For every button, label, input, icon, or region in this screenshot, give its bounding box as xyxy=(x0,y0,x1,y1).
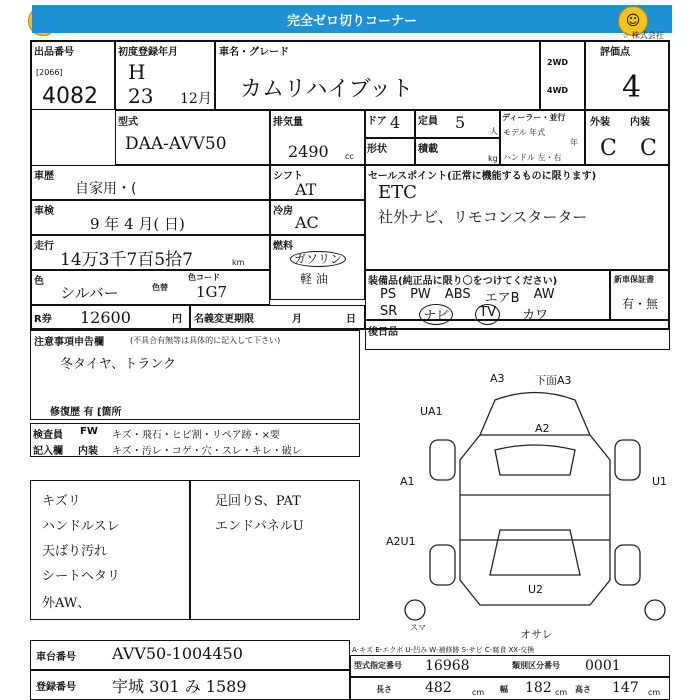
class-label: 類別区分番号 xyxy=(512,661,560,670)
color-code-label: 色コード xyxy=(188,273,220,282)
damage-legend: A-キズ E-エクボ U-凹み W-補修跡 S-サビ C-腐食 XX-交換 xyxy=(352,646,535,654)
fuel-alt: 軽 油 xyxy=(300,272,328,286)
sales-point-line2: 社外ナビ、リモコンスターター xyxy=(378,208,588,226)
type-spec-value: 16968 xyxy=(425,658,470,674)
reg-no-label: 登録番号 xyxy=(36,682,76,693)
width-label: 幅 xyxy=(500,685,508,694)
recycle-label: R券 xyxy=(34,314,52,325)
dealer-label: ディーラー・並行 xyxy=(502,113,566,122)
diag-u1-right: U1 xyxy=(652,475,668,488)
displacement-label: 排気量 xyxy=(273,117,303,128)
capacity-value: 5 xyxy=(455,113,466,132)
remark-left: 外AW、 xyxy=(42,596,91,611)
doors-value: 4 xyxy=(390,113,401,132)
diag-a3: A3 xyxy=(490,372,505,385)
corner-mark: ☆ 株式会社 xyxy=(622,31,664,40)
car-name-value: カムリハイブット xyxy=(240,77,414,102)
chassis-label: 車台番号 xyxy=(36,652,76,663)
recycle-unit: 円 xyxy=(172,314,182,325)
first-reg-year: 23 xyxy=(128,84,154,108)
back-seat-cell xyxy=(365,320,670,350)
doors-label: ドア xyxy=(367,116,387,127)
rating-label: 評価点 xyxy=(600,47,630,58)
shift-label: シフト xyxy=(273,171,303,182)
equip-tv: TV xyxy=(475,304,500,325)
diag-u2: U2 xyxy=(528,583,544,596)
length-value: 482 xyxy=(425,680,452,696)
first-reg-label: 初度登録年月 xyxy=(118,47,178,58)
displacement-value: 2490 xyxy=(288,142,329,161)
inspector-naisou-text: キズ・汚レ・コゲ・穴・スレ・キレ・破レ xyxy=(112,446,302,457)
shift-value: AT xyxy=(295,180,317,199)
capacity-label: 定員 xyxy=(418,116,438,127)
first-reg-era: H xyxy=(128,60,146,84)
fuel-label: 燃料 xyxy=(273,241,293,252)
load-unit: kg xyxy=(488,154,498,163)
drive-4wd: 4WD xyxy=(547,86,569,95)
dealer-handle: ハンドル 左・右 xyxy=(503,153,562,162)
height-label: 高さ xyxy=(575,685,591,694)
lot-label: 出品番号 xyxy=(34,47,74,58)
rating-value: 4 xyxy=(622,70,642,105)
inspector-fw-text: キズ・飛石・ヒビ割・リペア跡・×要 xyxy=(112,430,280,441)
mileage-unit: km xyxy=(232,258,245,267)
history-value: 自家用・( xyxy=(75,181,137,197)
load-label: 積載 xyxy=(418,144,438,155)
model-label: 型式 xyxy=(118,117,138,128)
equip-leather: カワ xyxy=(522,308,549,323)
interior-label: 内装 xyxy=(630,117,650,128)
title-doc-month: 月 xyxy=(292,314,302,325)
drive-cell xyxy=(540,40,585,110)
color-value: シルバー xyxy=(60,284,119,302)
exterior-label: 外装 xyxy=(590,117,610,128)
new-warranty-label: 新車保証書 xyxy=(614,275,654,284)
inspection-label: 車検 xyxy=(34,206,54,217)
remark-left: シートヘタリ xyxy=(42,569,121,584)
height-unit: cm xyxy=(648,688,661,697)
reg-no-value: 宇城 301 み 1589 xyxy=(112,677,247,696)
equip-airbag: エアB xyxy=(484,291,520,306)
ac-value: AC xyxy=(295,213,319,232)
capacity-unit: 人 xyxy=(490,127,498,136)
inspector-label1: 検査員 xyxy=(33,430,63,441)
lot-code: [2066] xyxy=(36,68,63,77)
title-doc-day: 日 xyxy=(346,314,356,325)
mileage-label: 走行 xyxy=(34,241,54,252)
remark-left: 天ばり汚れ xyxy=(42,544,108,559)
ac-label: 冷房 xyxy=(273,206,293,217)
notes-hint: (不具合有無等は具体的に記入して下さい) xyxy=(130,336,281,345)
mileage-value: 14万3千7百5拾7 xyxy=(60,250,193,270)
title-doc-label: 名義変更期限 xyxy=(194,314,254,325)
length-label: 長さ xyxy=(376,685,392,694)
equip-sr: SR xyxy=(380,304,398,319)
class-value: 0001 xyxy=(585,658,621,674)
new-warranty-value: 有・無 xyxy=(622,297,659,311)
equip-navi: ナビ xyxy=(419,304,453,325)
color-code-value: 1G7 xyxy=(196,283,228,301)
diag-bottom: オサレ xyxy=(520,628,553,641)
diag-front: 下面A3 xyxy=(535,374,572,387)
lot-number: 4082 xyxy=(42,84,98,109)
remark-right: エンドパネルU xyxy=(215,519,304,534)
history-cell xyxy=(30,165,270,200)
mascot-icon: ☺ xyxy=(618,6,648,36)
back-seat-label: 後日品 xyxy=(368,327,398,338)
recycle-value: 12600 xyxy=(80,308,131,327)
banner-title: 完全ゼロ切りコーナー xyxy=(32,5,672,33)
chassis-value: AVV50-1004450 xyxy=(112,644,243,663)
color-label: 色 xyxy=(34,276,44,287)
remark-right: 足回りS、PAT xyxy=(215,494,301,509)
diag-a2u1: A2U1 xyxy=(386,535,416,548)
equip-ps: PS xyxy=(380,287,397,302)
model-value: DAA-AVV50 xyxy=(125,134,227,154)
remark-left: キズリ xyxy=(42,494,81,509)
sales-point-label: セールスポイント(正常に機能するものに限ります) xyxy=(368,171,597,182)
equip-pw: PW xyxy=(410,287,431,302)
length-unit: cm xyxy=(472,688,485,697)
exterior-value: C xyxy=(600,136,617,161)
dealer-year-unit: 年 xyxy=(570,138,578,147)
equip-abs: ABS xyxy=(444,287,471,302)
car-diagram xyxy=(400,380,670,635)
height-value: 147 xyxy=(612,680,639,696)
dealer-model-year: モデル 年式 xyxy=(503,128,546,137)
notes-label: 注意事項申告欄 xyxy=(34,337,104,348)
equip-aw: AW xyxy=(533,287,555,302)
inspector-fw: FW xyxy=(80,426,98,437)
car-name-label: 車名・グレード xyxy=(219,47,289,58)
sales-point-line1: ETC xyxy=(378,182,417,203)
equipment-label: 装備品(純正品に限り〇をつけてください) xyxy=(368,276,558,287)
color-change-label: 色替 xyxy=(152,283,168,292)
notes-line1: 冬タイヤ、トランク xyxy=(60,357,176,372)
width-unit: cm xyxy=(555,688,568,697)
inspector-naisou: 内装 xyxy=(78,446,98,457)
notes-repair: 修復歴 有 [箇所 xyxy=(50,407,122,418)
history-label: 車歴 xyxy=(34,171,54,182)
diag-a2: A2 xyxy=(535,422,550,435)
displacement-unit: cc xyxy=(345,152,354,161)
shape-label: 形状 xyxy=(367,144,387,155)
remark-left: ハンドルスレ xyxy=(42,519,120,534)
diag-ua1: UA1 xyxy=(420,405,443,418)
fuel-value xyxy=(290,250,346,267)
diag-mirror: スマ xyxy=(410,623,426,632)
width-value: 182 xyxy=(525,680,552,696)
type-spec-label: 型式指定番号 xyxy=(354,661,402,670)
first-reg-month: 12月 xyxy=(180,91,212,107)
drive-2wd: 2WD xyxy=(547,58,569,67)
diag-a1-left: A1 xyxy=(400,475,415,488)
inspection-value: 9 年 4 月( 日) xyxy=(90,215,185,233)
fuel-selected: ガソリン xyxy=(290,251,346,267)
interior-value: C xyxy=(640,136,657,161)
inspector-label2: 記入欄 xyxy=(33,446,63,457)
